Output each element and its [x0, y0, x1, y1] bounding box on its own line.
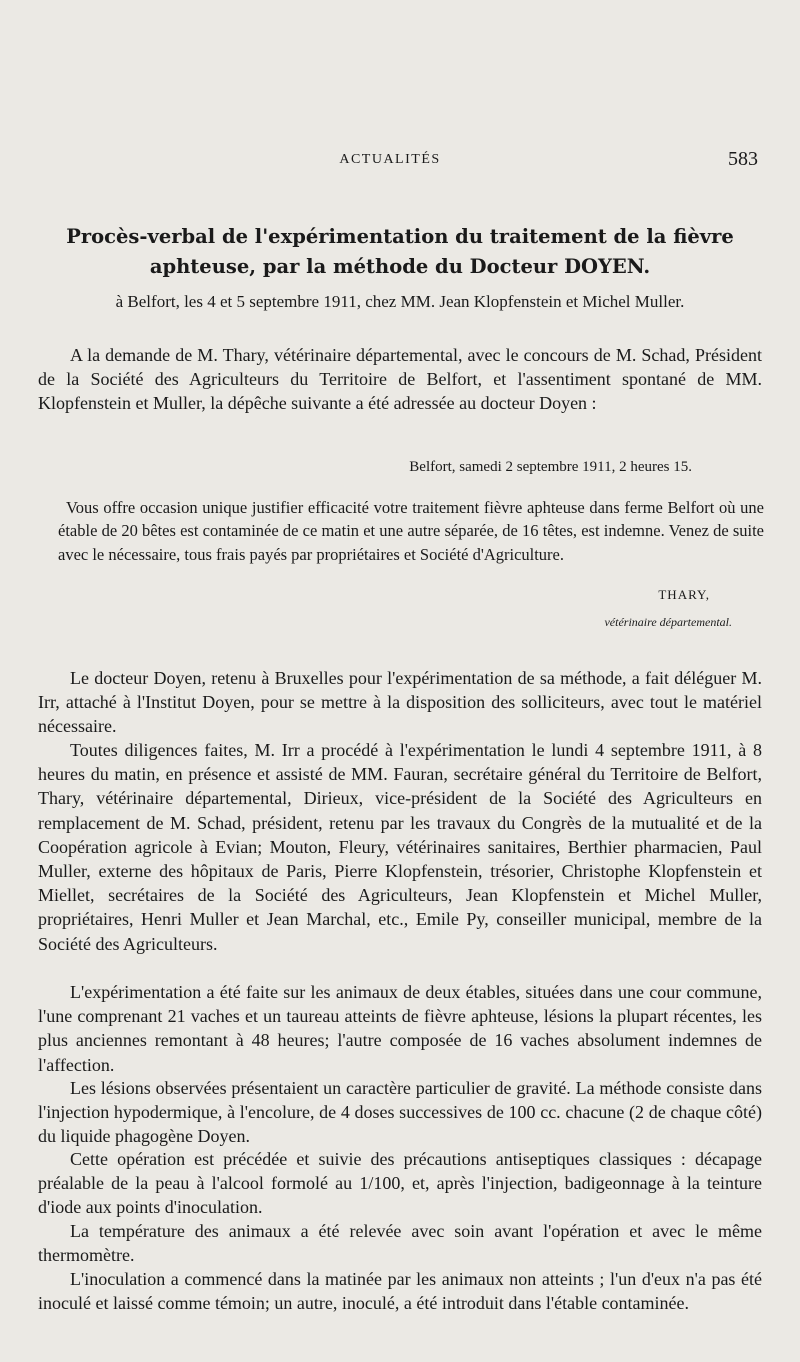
section-name: ACTUALITÉS [339, 152, 441, 167]
body-paragraph: Toutes diligences faites, M. Irr a procédé à l'expérimentation le lundi 4 septembre 1911, à 8 heures du matin, en présence et assisté de MM. Fauran, secrétaire général du Territoire de Belfort, Thary, vétérinaire départemental, Dirieux, vice-président de la Société des Agriculteurs en remplacement de M. Schad, président, retenu par les travaux du Congrès de la mutualité et de la Coopération agricole à Evian; Mouton, Fleury, vétérinaires sanitaires, Berthier pharmacien, Paul Muller, externe des hôpitaux de Paris, Pierre Klopfenstein, trésorier, Christophe Klopfenstein et Miellet, secrétaires de la Société des Agriculteurs, Jean Klopfenstein et Michel Muller, propriétaires, Henri Muller et Jean Marchal, etc., Emile Py, conseiller municipal, membre de la Société des Agriculteurs. [38, 740, 762, 954]
article-title: Procès-verbal de l'expérimentation du traitement de la fièvre aphteuse, par la méthode du Docteur DOYEN. [66, 225, 734, 278]
article-subtitle: à Belfort, les 4 et 5 septembre 1911, chez MM. Jean Klopfenstein et Michel Muller. [115, 292, 685, 311]
page-number: 583 [728, 148, 758, 170]
telegram-dateline: Belfort, samedi 2 septembre 1911, 2 heures 15. [409, 459, 692, 475]
body-paragraph: La température des animaux a été relevée avec soin avant l'opération et avec le même thermomètre. [38, 1221, 762, 1266]
body-paragraph: L'inoculation a commencé dans la matinée par les animaux non atteints ; l'un d'eux n'a pas été inoculé et laissé comme témoin; un autre, inoculé, a été introduit dans l'étable contaminée. [38, 1269, 762, 1314]
body-paragraph: Le docteur Doyen, retenu à Bruxelles pour l'expérimentation de sa méthode, a fait déléguer M. Irr, attaché à l'Institut Doyen, pour se mettre à la disposition des solliciteurs, avec tout le matériel nécessaire. [38, 668, 762, 737]
body-paragraph: Les lésions observées présentaient un caractère particulier de gravité. La méthode consiste dans l'injection hypodermique, à l'encolure, de 4 doses successives de 100 cc. chacune (2 de chaque côté) du liquide phagogène Doyen. [38, 1078, 762, 1147]
telegram-body: Vous offre occasion unique justifier efficacité votre traitement fièvre aphteuse dans ferme Belfort où une étable de 20 bêtes est contaminée de ce matin et une autre séparée, de 16 têtes, est indemne. Venez de suite avec le nécessaire, tous frais payés par propriétaires et Société d'Agriculture. [58, 498, 764, 564]
intro-paragraph: A la demande de M. Thary, vétérinaire départemental, avec le concours de M. Schad, Président de la Société des Agriculteurs du Territoire de Belfort, et l'assentiment spontané de MM. Klopfenstein et Muller, la dépêche suivante a été adressée au docteur Doyen : [38, 345, 762, 414]
body-paragraph: Cette opération est précédée et suivie des précautions antiseptiques classiques : décapage préalable de la peau à l'alcool formolé au 1/100, et, après l'injection, badigeonnage à la teinture d'iode aux points d'inoculation. [38, 1149, 762, 1218]
telegram-signature: THARY, [658, 587, 710, 602]
telegram-signature-role: vétérinaire départemental. [604, 615, 732, 629]
body-paragraph: L'expérimentation a été faite sur les animaux de deux étables, situées dans une cour commune, l'une comprenant 21 vaches et un taureau atteints de fièvre aphteuse, lésions la plupart récentes, les plus anciennes remontant à 48 heures; l'autre composée de 16 vaches absolument indemnes de l'affection. [38, 982, 762, 1075]
running-head [0, 148, 800, 172]
